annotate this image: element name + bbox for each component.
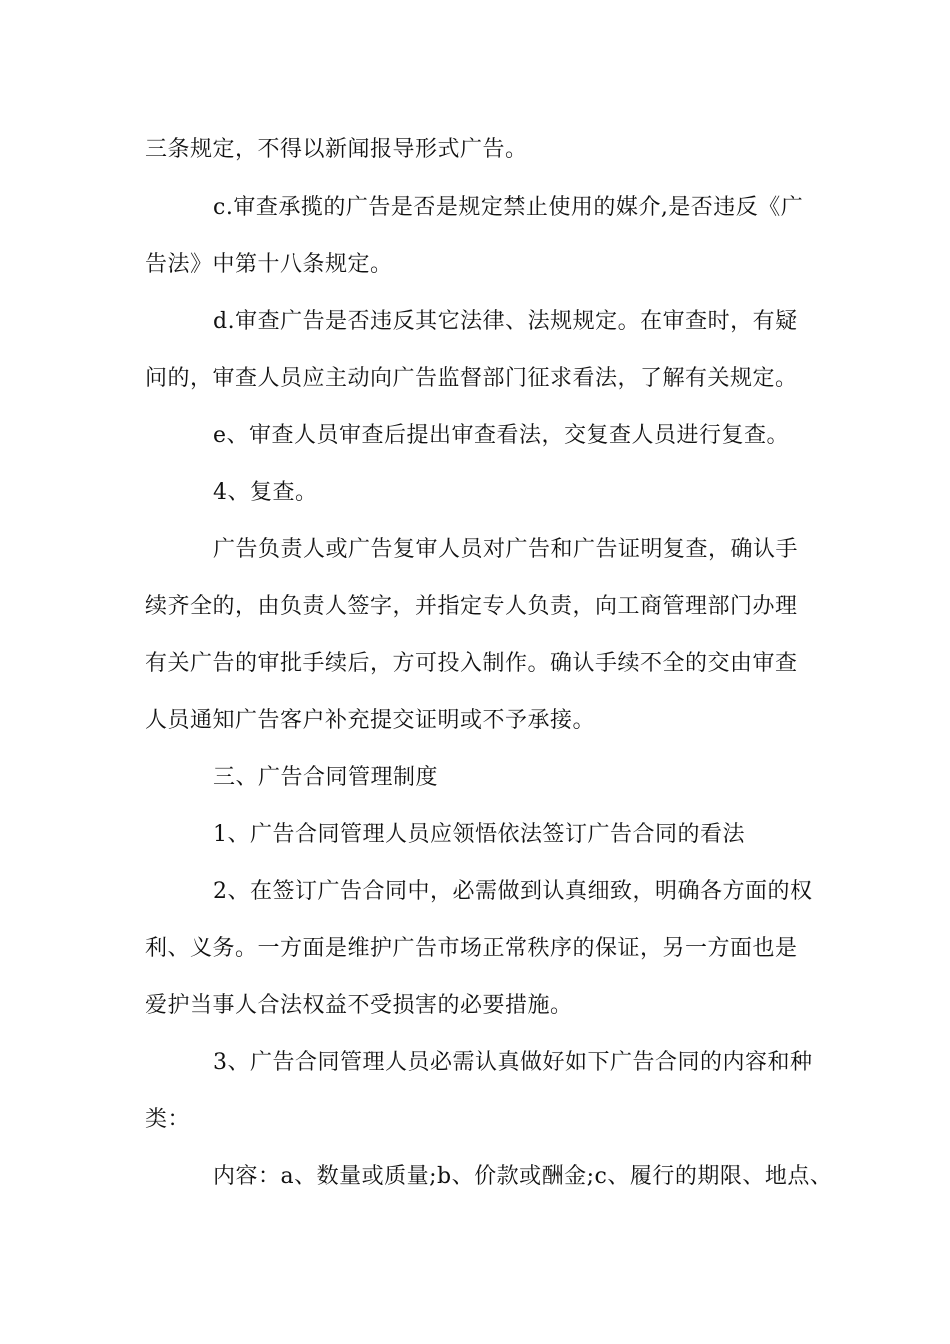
text-line: 类： — [145, 1107, 191, 1132]
text-line: 续齐全的，由负责人签字，并指定专人负责，向工商管理部门办理 — [145, 594, 798, 619]
text-line: 4、复查。 — [213, 480, 318, 505]
text-line: 广告负责人或广告复审人员对广告和广告证明复查，确认手 — [213, 537, 799, 562]
text-line: 告法》中第十八条规定。 — [145, 252, 393, 277]
text-line: 内容：a、数量或质量;b、价款或酬金;c、履行的期限、地点、 — [213, 1164, 833, 1189]
text-line: 利、义务。一方面是维护广告市场正常秩序的保证，另一方面也是 — [145, 936, 798, 961]
text-line: 2、在签订广告合同中，必需做到认真细致，明确各方面的权 — [213, 879, 813, 904]
text-line: e、审查人员审查后提出审查看法，交复查人员进行复查。 — [213, 423, 790, 448]
text-line: 有关广告的审批手续后，方可投入制作。确认手续不全的交由审查 — [145, 651, 798, 676]
text-line: 爱护当事人合法权益不受损害的必要措施。 — [145, 993, 573, 1018]
text-line: 问的，审查人员应主动向广告监督部门征求看法，了解有关规定。 — [145, 366, 798, 391]
text-line: 3、广告合同管理人员必需认真做好如下广告合同的内容和种 — [213, 1050, 813, 1075]
text-line: 人员通知广告客户补充提交证明或不予承接。 — [145, 708, 596, 733]
text-line: 1、广告合同管理人员应领悟依法签订广告合同的看法 — [213, 822, 745, 847]
section-heading: 三、广告合同管理制度 — [213, 765, 439, 790]
text-line: d.审查广告是否违反其它法律、法规规定。在审查时，有疑 — [213, 309, 798, 334]
text-line: c.审查承揽的广告是否是规定禁止使用的媒介,是否违反《广 — [213, 195, 804, 220]
text-line: 三条规定，不得以新闻报导形式广告。 — [145, 137, 528, 162]
